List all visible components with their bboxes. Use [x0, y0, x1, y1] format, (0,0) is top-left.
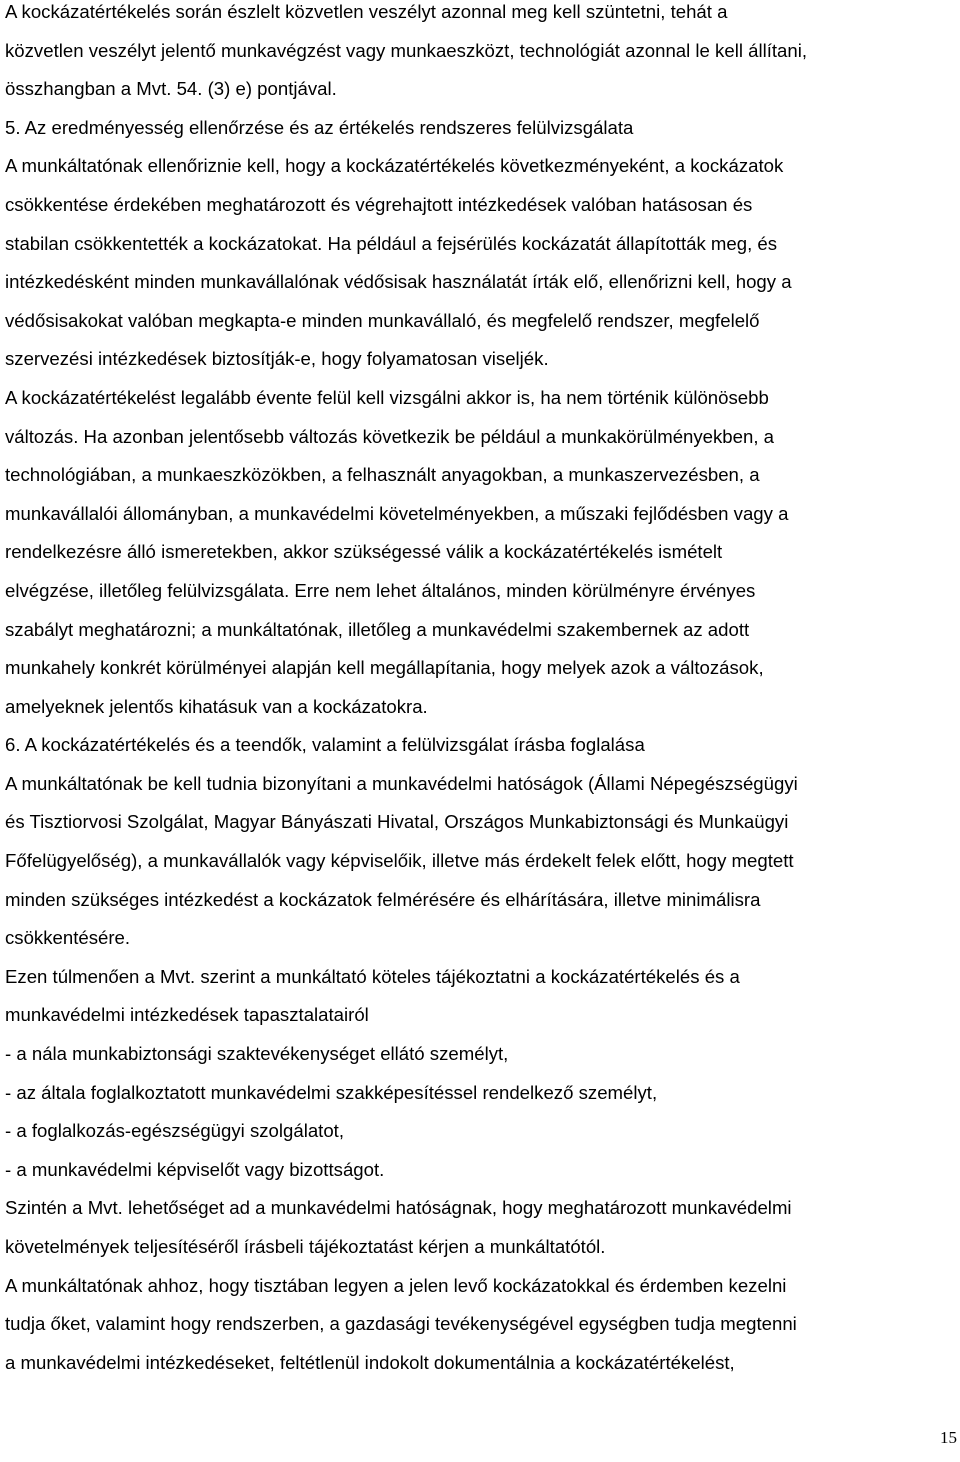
body-text: [5, 0, 957, 1382]
text-line: szabályt meghatározni; a munkáltatónak, illetőleg a munkavédelmi szakembernek az adott: [5, 618, 750, 640]
text-line: amelyeknek jelentős kihatásuk van a kockázatokra.: [5, 695, 428, 717]
text-line: elvégzése, illetőleg felülvizsgálata. Erre nem lehet általános, minden körülményre érvényes: [5, 579, 756, 601]
text-line: védősisakokat valóban megkapta-e minden munkavállaló, és megfelelő rendszer, megfelelő: [5, 309, 760, 331]
text-line: technológiában, a munkaeszközökben, a felhasznált anyagokban, a munkaszervezésben, a: [5, 464, 760, 486]
text-line: Ezen túlmenően a Mvt. szerint a munkáltató köteles tájékoztatni a kockázatértékelés és a: [5, 965, 740, 987]
text-line: minden szükséges intézkedést a kockázatok felmérésére és elhárítására, illetve minimálisra: [5, 888, 761, 910]
text-line: Főfelügyelőség), a munkavállalók vagy képviselőik, illetve más érdekelt felek előtt, hogy megtett: [5, 850, 794, 872]
text-line: A kockázatértékelést legalább évente felül kell vizsgálni akkor is, ha nem történik különösebb: [5, 386, 769, 408]
text-line: munkahely konkrét körülményei alapján kell megállapítania, hogy melyek azok a változások,: [5, 657, 764, 679]
list-item: - a munkavédelmi képviselőt vagy bizottságot.: [5, 1158, 385, 1180]
text-line: tudja őket, valamint hogy rendszerben, a gazdasági tevékenységével egységben tudja megtenni: [5, 1313, 797, 1335]
text-line: A munkáltatónak ahhoz, hogy tisztában legyen a jelen levő kockázatokkal és érdemben kezelni: [5, 1274, 787, 1296]
text-line: rendelkezésre álló ismeretekben, akkor szükségessé válik a kockázatértékelés ismételt: [5, 541, 723, 563]
text-line: szervezési intézkedések biztosítják-e, hogy folyamatosan viseljék.: [5, 348, 549, 370]
text-line: csökkentésére.: [5, 927, 131, 949]
list-item: - a foglalkozás-egészségügyi szolgálatot,: [5, 1120, 345, 1142]
text-line: a munkavédelmi intézkedéseket, feltétlenül indokolt dokumentálnia a kockázatértékelést,: [5, 1351, 735, 1373]
text-line: és Tisztiorvosi Szolgálat, Magyar Bányászati Hivatal, Országos Munkabiztonsági és Munkaügyi: [5, 811, 789, 833]
text-line: változás. Ha azonban jelentősebb változás következik be például a munkakörülményekben, a: [5, 425, 775, 447]
text-line: A munkáltatónak ellenőriznie kell, hogy a kockázatértékelés következményeként, a kockázatok: [5, 155, 784, 177]
section-heading-5: 5. Az eredményesség ellenőrzése és az értékelés rendszeres felülvizsgálata: [5, 116, 634, 138]
text-line: csökkentése érdekében meghatározott és végrehajtott intézkedések valóban hatásosan és: [5, 193, 753, 215]
text-line: összhangban a Mvt. 54. (3) e) pontjával.: [5, 78, 337, 100]
section-heading-6: 6. A kockázatértékelés és a teendők, valamint a felülvizsgálat írásba foglalása: [5, 734, 645, 756]
list-item: - a nála munkabiztonsági szaktevékenységet ellátó személyt,: [5, 1043, 509, 1065]
list-item: - az általa foglalkoztatott munkavédelmi szakképesítéssel rendelkező személyt,: [5, 1081, 658, 1103]
text-line: Szintén a Mvt. lehetőséget ad a munkavédelmi hatóságnak, hogy meghatározott munkavédelmi: [5, 1197, 792, 1219]
text-line: stabilan csökkentették a kockázatokat. Ha például a fejsérülés kockázatát állapították meg, és: [5, 232, 778, 254]
text-line: munkavállalói állományban, a munkavédelmi követelményekben, a műszaki fejlődésben vagy a: [5, 502, 789, 524]
text-line: munkavédelmi intézkedések tapasztalatairól: [5, 1004, 369, 1026]
page-number: 15: [940, 1428, 957, 1447]
text-line: A kockázatértékelés során észlelt közvetlen veszélyt azonnal meg kell szüntetni, tehát a: [5, 1, 728, 22]
text-line: A munkáltatónak be kell tudnia bizonyítani a munkavédelmi hatóságok (Állami Népegészségügyi: [5, 772, 798, 794]
text-line: követelmények teljesítéséről írásbeli tájékoztatást kérjen a munkáltatótól.: [5, 1236, 606, 1257]
text-line: közvetlen veszélyt jelentő munkavégzést vagy munkaeszközt, technológiát azonnal le kell állítani,: [5, 39, 808, 61]
text-line: intézkedésként minden munkavállalónak védősisak használatát írták elő, ellenőrizni kell, hogy a: [5, 271, 792, 293]
